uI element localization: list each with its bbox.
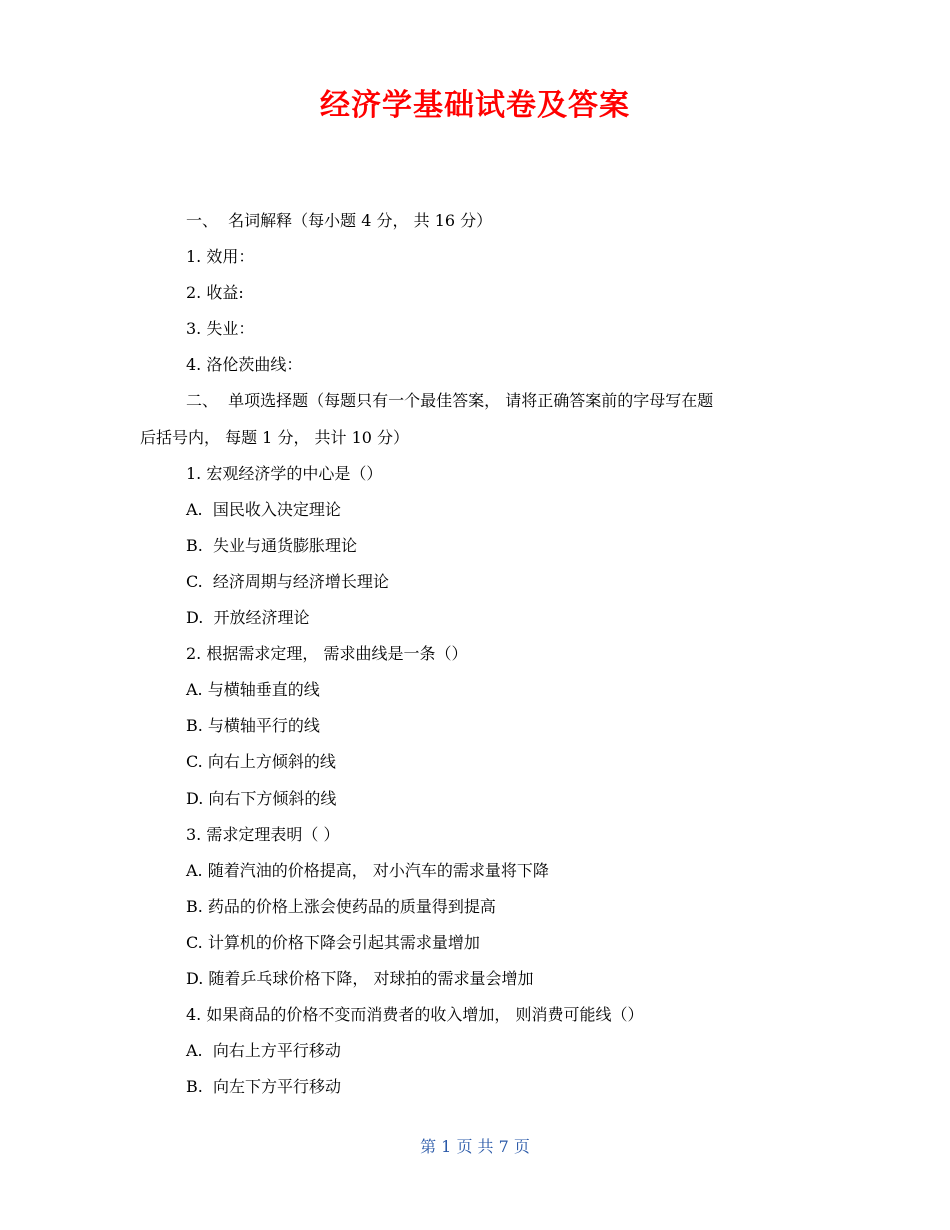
document-line: 4. 如果商品的价格不变而消费者的收入增加， 则消费可能线（） [186, 1005, 644, 1025]
document-line: 2. 收益: [186, 283, 244, 303]
document-line: C. 经济周期与经济增长理论 [186, 571, 389, 591]
page-footer: 第 1 页 共 7 页 [420, 1137, 530, 1156]
document-line: B. 药品的价格上涨会使药品的质量得到提高 [186, 896, 496, 916]
document-line: B. 向左下方平行移动 [186, 1077, 342, 1097]
document-line: D. 向右下方倾斜的线 [186, 788, 337, 808]
document-line: 4. 洛伦茨曲线： [186, 355, 303, 375]
document-line: 一、 名词解释（每小题 4 分， 共 16 分） [186, 211, 493, 230]
document-line: 1. 效用： [186, 247, 255, 267]
document-line: 3. 需求定理表明（ ） [186, 824, 340, 844]
document-line: D. 随着乒乓球价格下降， 对球拍的需求量会增加 [186, 968, 534, 988]
document-line: D. 开放经济理论 [186, 608, 310, 628]
document-line: B. 失业与通货膨胀理论 [186, 535, 358, 555]
document-line: C. 计算机的价格下降会引起其需求量增加 [186, 932, 480, 952]
document-line: 1. 宏观经济学的中心是（） [186, 463, 383, 483]
document-line: A. 国民收入决定理论 [186, 499, 341, 519]
document-line: C. 向右上方倾斜的线 [186, 752, 336, 772]
document-line: 2. 根据需求定理， 需求曲线是一条（） [186, 644, 468, 664]
document-line: 后括号内， 每题 1 分， 共计 10 分） [140, 427, 410, 447]
document-line: B. 与横轴平行的线 [186, 716, 320, 736]
document-line: A. 与横轴垂直的线 [186, 680, 320, 700]
document-line: A. 向右上方平行移动 [186, 1041, 341, 1061]
document-line: A. 随着汽油的价格提高， 对小汽车的需求量将下降 [186, 860, 549, 880]
document-line: 3. 失业： [186, 319, 255, 339]
document-line: 二、 单项选择题（每题只有一个最佳答案， 请将正确答案前的字母写在题 [186, 391, 714, 411]
document-body [0, 203, 950, 1105]
page-title: 经济学基础试卷及答案 [320, 88, 630, 123]
